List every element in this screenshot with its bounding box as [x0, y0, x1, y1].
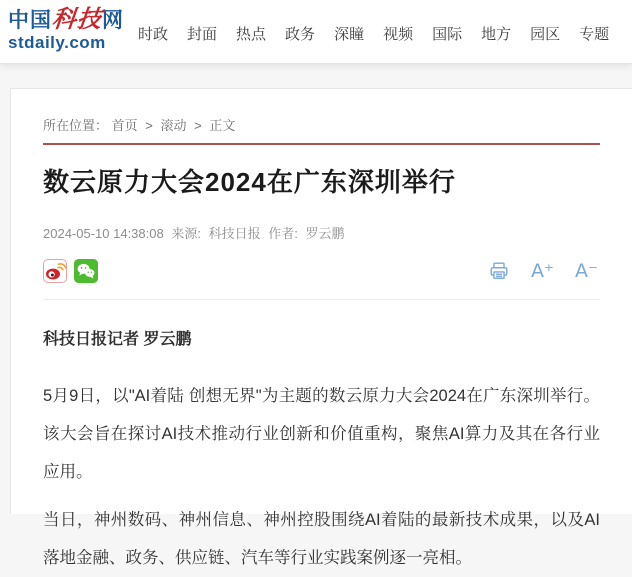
breadcrumb-label: 所在位置： [43, 118, 109, 133]
source-value: 科技日报 [208, 226, 261, 241]
text-tools [488, 260, 600, 282]
article-paragraph: 5月9日，以"AI着陆 创想无界"为主题的数云原力大会2024在广东深圳举行。该大会旨在探讨AI技术推动行业创新和价值重构，聚焦AI算力及其在各行业应用。 [43, 387, 600, 481]
breadcrumb-separator: > [194, 118, 202, 133]
nav-item-gov[interactable]: 政务 [285, 26, 316, 43]
publish-datetime: 2024-05-10 14:38:08 [43, 226, 164, 241]
wechat-share-icon[interactable] [74, 259, 98, 283]
print-icon[interactable] [488, 260, 510, 282]
nav-item-politics[interactable]: 时政 [138, 26, 169, 43]
nav-item-deepfocus[interactable]: 深瞳 [334, 26, 365, 43]
site-logo[interactable] [8, 8, 124, 51]
main-nav [138, 23, 609, 44]
nav-item-local[interactable]: 地方 [481, 26, 512, 43]
breadcrumb-home[interactable]: 首页 [111, 118, 138, 133]
breadcrumb-divider [43, 143, 600, 145]
nav-item-special[interactable]: 专题 [579, 26, 610, 43]
font-increase-button[interactable]: A⁺ [530, 259, 554, 282]
article-card [10, 88, 632, 567]
source-label: 来源: [171, 226, 201, 241]
nav-item-world[interactable]: 国际 [432, 26, 463, 43]
breadcrumb-separator: > [145, 118, 153, 133]
article-byline: 科技日报记者 罗云鹏 [43, 331, 192, 348]
breadcrumb-section[interactable]: 滚动 [160, 118, 187, 133]
share-buttons [43, 259, 98, 283]
site-logo-script: 科技 [50, 7, 104, 33]
author-label: 作者: [268, 226, 298, 241]
author-value: 罗云鹏 [305, 226, 345, 241]
toolbar-divider [43, 299, 600, 300]
article-toolbar [43, 258, 600, 284]
breadcrumb-current: 正文 [209, 118, 236, 133]
article-title: 数云原力大会2024在广东深圳举行 [43, 167, 456, 197]
site-header [0, 0, 632, 64]
nav-item-cover[interactable]: 封面 [187, 26, 218, 43]
font-decrease-button[interactable]: A⁻ [574, 259, 598, 282]
article-meta [43, 223, 600, 242]
nav-item-video[interactable]: 视频 [383, 26, 414, 43]
nav-item-hot[interactable]: 热点 [236, 26, 267, 43]
nav-item-park[interactable]: 园区 [530, 26, 561, 43]
site-logo-cn: 中国科技网 [8, 7, 124, 33]
site-logo-domain: stdaily.com [8, 33, 106, 52]
weibo-share-icon[interactable] [43, 259, 67, 283]
article-paragraph: 当日，神州数码、神州信息、神州控股围绕AI着陆的最新技术成果，以及AI落地金融、政务、供应链、汽车等行业实践案例逐一亮相。 [43, 511, 600, 567]
breadcrumb [43, 89, 600, 134]
